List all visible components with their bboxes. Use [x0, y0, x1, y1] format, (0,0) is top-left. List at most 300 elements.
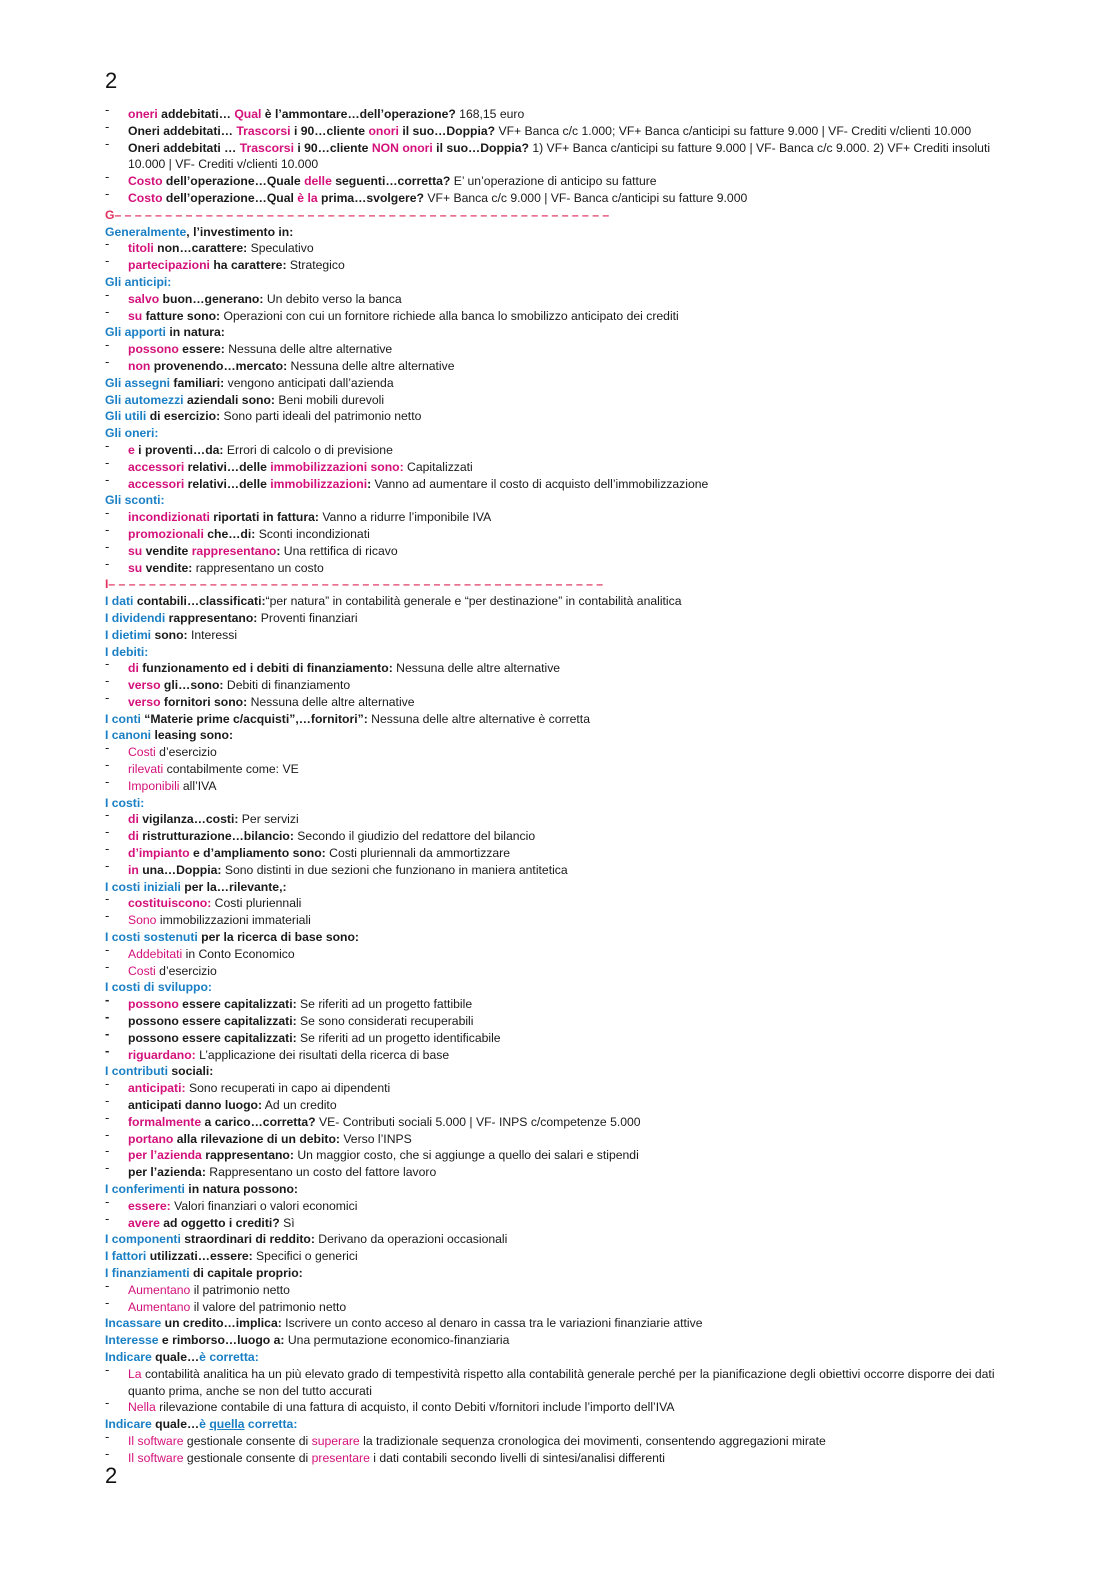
text-segment: Sono distinti in due sezioni che funzionano in maniera antitetica [221, 862, 568, 877]
text-segment: su [128, 560, 143, 575]
text-segment: I canoni [105, 728, 152, 743]
text-segment: i dati contabili secondo livelli di sintesi/analisi differenti [369, 1450, 666, 1465]
text-segment: La [128, 1366, 142, 1381]
text-segment: un credito…implica: [161, 1316, 282, 1331]
text-segment: titoli [128, 241, 154, 256]
list-item [105, 106, 995, 123]
text-segment: Capitalizzati [403, 459, 473, 474]
text-segment: Costi pluriennali [211, 896, 302, 911]
text-segment: I contributi [105, 1064, 168, 1079]
text-segment: Sono [128, 913, 157, 928]
text-segment: aziendali sono: [183, 392, 275, 407]
text-segment: il patrimonio netto [190, 1282, 290, 1297]
text-segment: Generalmente [105, 224, 187, 239]
text-segment: riportati in fattura: [209, 510, 319, 525]
text-segment: NON onori [371, 140, 433, 155]
list-item [105, 761, 995, 778]
text-segment: il suo…Doppia? [398, 123, 496, 138]
text-segment: Interessi [187, 627, 238, 642]
text-segment: non…carattere: [153, 241, 248, 256]
text-segment: ad oggetto i crediti? [159, 1215, 280, 1230]
list-item [105, 1147, 995, 1164]
text-segment: provenendo…mercato: [150, 358, 288, 373]
text-segment: su [128, 308, 143, 323]
text-segment: la tradizionale sequenza cronologica dei movimenti, consentendo aggregazioni mirate [359, 1433, 826, 1448]
text-segment: oneri [128, 107, 158, 121]
text-segment: Sono recuperati in capo ai dipendenti [185, 1081, 391, 1096]
text-segment: Costo [128, 174, 163, 189]
text-segment: Trascorsi [236, 123, 291, 138]
text-segment: superare [311, 1433, 360, 1448]
list-item [105, 1131, 995, 1148]
list-item [105, 1399, 995, 1416]
list-item [105, 476, 995, 493]
text-segment: contabilmente come: VE [163, 762, 299, 777]
text-segment: Sì [279, 1215, 295, 1230]
text-segment: essere: [178, 342, 225, 357]
text-segment: Speculativo [247, 241, 314, 256]
text-segment: Strategico [286, 258, 345, 273]
text-segment: in [128, 862, 139, 877]
text-segment: Costi [128, 745, 156, 760]
list-item [105, 190, 995, 207]
text-segment: non [128, 358, 151, 373]
text-segment: su [128, 543, 143, 558]
text-segment: “Materie prime c/acquisti”,…fornitori”: [140, 711, 368, 726]
text-segment: Vanno ad aumentare il costo di acquisto dell’immobilizzazione [371, 476, 709, 491]
text-segment: una…Doppia: [138, 862, 222, 877]
text-segment: Interesse [105, 1333, 159, 1348]
text-segment: Gli apporti [105, 325, 166, 340]
section-separator [105, 207, 995, 224]
separator-dashes: – – – – – – – – – – – – – – – – – – – – – – – – – – – – – – – – – – – – – – – – – – – – – – – – – [114, 207, 610, 222]
text-segment: Nessuna delle altre alternative [287, 358, 455, 373]
text-segment: Errori di calcolo o di previsione [223, 442, 393, 457]
text-segment: I conferimenti [105, 1182, 185, 1196]
text-segment: fornitori sono: [160, 694, 248, 709]
text-segment: leasing sono: [151, 728, 234, 743]
list-item [105, 526, 995, 543]
text-segment: per la…rilevante,: [180, 879, 287, 894]
topic-heading [105, 224, 995, 241]
text-segment: anticipati danno luogo: [128, 1098, 263, 1113]
topic-heading [105, 392, 995, 409]
text-segment: Gli oneri: [105, 426, 159, 441]
text-segment: e [128, 442, 135, 457]
text-segment: in natura: [165, 325, 225, 340]
text-segment: Oneri addebitati … [128, 140, 240, 155]
text-segment: I costi iniziali [105, 879, 181, 894]
text-segment: alla rilevazione di un debito: [173, 1131, 340, 1146]
page-number-bottom: 2 [105, 1463, 118, 1488]
text-segment: 168,15 euro [455, 107, 525, 121]
list-item [105, 308, 995, 325]
text-segment: Gli sconti: [105, 493, 165, 508]
text-segment: Oneri addebitati… [128, 123, 237, 138]
text-segment: rilevazione contabile di una fattura di acquisto, il conto Debiti v/fornitori include l’importo dell’IVA [155, 1400, 675, 1415]
text-segment: formalmente [128, 1114, 202, 1129]
text-segment: sono: [151, 627, 188, 642]
text-segment: Nessuna delle altre alternative [224, 342, 393, 357]
text-segment: VE- Contributi sociali 5.000 | VF- INPS c/competenze 5.000 [315, 1114, 641, 1129]
topic-heading [105, 593, 995, 610]
list-item [105, 543, 995, 560]
text-segment: Costo [128, 190, 163, 205]
text-segment: Iscrivere un conto acceso al denaro in cassa tra le variazioni finanziarie attive [281, 1316, 703, 1331]
topic-heading [105, 929, 995, 946]
list-item [105, 1366, 995, 1400]
text-segment: contabili…classificati: [133, 594, 266, 609]
text-segment: I costi di sviluppo: [105, 980, 212, 995]
list-item [105, 442, 995, 459]
text-segment: Gli automezzi [105, 392, 184, 407]
list-item [105, 257, 995, 274]
page-number-top: 2 [105, 68, 118, 93]
text-segment: dell’operazione…Quale [162, 174, 305, 189]
text-segment: rappresentano un costo [192, 560, 324, 575]
text-segment: rappresentano: [201, 1148, 294, 1163]
text-segment: vendite: [142, 560, 193, 575]
text-segment: Il software [128, 1450, 184, 1465]
text-segment: I costi sostenuti [105, 930, 198, 945]
text-segment: Se sono considerati recuperabili [296, 1014, 474, 1029]
text-segment: a carico…corretta? [201, 1114, 316, 1129]
text-segment: I debiti: [105, 644, 149, 659]
text-segment: d’esercizio [155, 963, 217, 978]
list-item [105, 459, 995, 476]
text-segment: Gli assegni [105, 375, 171, 390]
text-segment: accessori [128, 459, 185, 474]
text-segment: I componenti [105, 1232, 181, 1247]
text-segment: quella [209, 1417, 245, 1432]
list-item [105, 1282, 995, 1299]
text-segment: è la [297, 190, 318, 205]
text-segment: 1) VF+ Banca c/anticipi su fatture 9.000 | VF- Banca c/c 9.000. 2) VF+ Crediti insoluti 10.000 | VF- Crediti v/clienti 10.000 [128, 140, 991, 172]
text-segment: Una rettifica di ricavo [280, 543, 398, 558]
text-segment: i 90…cliente [290, 123, 369, 138]
text-segment: di capitale proprio: [189, 1265, 303, 1280]
text-segment: Per servizi [238, 812, 299, 827]
text-segment: in natura possono: [184, 1182, 298, 1196]
text-segment: I dati [105, 594, 134, 609]
text-segment: funzionamento ed i debiti di finanziamento: [138, 661, 393, 676]
text-segment: immobilizzazioni immateriali [156, 913, 311, 928]
list-item [105, 660, 995, 677]
text-segment: I dietimi [105, 627, 152, 642]
text-segment: relativi…delle [184, 459, 271, 474]
text-segment: I dividendi [105, 610, 166, 625]
text-segment: di esercizio: [146, 409, 221, 424]
text-segment: I conti [105, 711, 141, 726]
list-item [105, 140, 995, 174]
section-separator [105, 576, 995, 593]
text-segment: E’ un’operazione di anticipo su fatture [450, 174, 657, 189]
list-item [105, 1299, 995, 1316]
text-segment: Operazioni con cui un fornitore richiede alla banca lo smobilizzo anticipato dei crediti [220, 308, 679, 323]
text-segment: riguardano: [128, 1047, 196, 1062]
text-segment: Se riferiti ad un progetto fattibile [296, 997, 473, 1012]
text-segment: rilevati [128, 762, 164, 777]
list-item [105, 1097, 995, 1114]
list-item [105, 778, 995, 795]
text-segment: gestionale consente di [183, 1450, 312, 1465]
text-segment: accessori [128, 476, 185, 491]
list-item [105, 1030, 995, 1047]
text-segment: , l’investimento in: [186, 224, 294, 239]
text-segment: corretta: [244, 1417, 298, 1432]
list-item [105, 811, 995, 828]
text-segment: VF+ Banca c/c 1.000; VF+ Banca c/anticipi su fatture 9.000 | VF- Crediti v/clienti 10.000 [495, 123, 972, 138]
text-segment: incondizionati [128, 510, 210, 525]
text-segment: ha carattere: [209, 258, 287, 273]
text-segment: Indicare [105, 1417, 152, 1432]
text-segment: addebitati… [157, 107, 235, 121]
text-segment: rappresentano [191, 543, 277, 558]
text-segment: per l’azienda [128, 1148, 202, 1163]
text-segment: possono essere capitalizzati: [128, 1030, 297, 1045]
text-segment: essere capitalizzati: [178, 997, 297, 1012]
list-item [105, 509, 995, 526]
list-item [105, 1047, 995, 1064]
list-item [105, 845, 995, 862]
text-segment: Secondo il giudizio del redattore del bilancio [293, 829, 536, 844]
topic-heading [105, 1231, 995, 1248]
text-segment: Se riferiti ad un progetto identificabile [296, 1030, 501, 1045]
text-segment: vendite [142, 543, 192, 558]
text-segment: quale… [151, 1417, 200, 1432]
text-segment: Proventi finanziari [257, 610, 358, 625]
list-item [105, 1080, 995, 1097]
text-segment: è corretta: [199, 1349, 259, 1364]
topic-heading [105, 1265, 995, 1282]
text-segment: vengono anticipati dall’azienda [224, 375, 394, 390]
topic-heading [105, 425, 995, 442]
topic-heading [105, 1063, 995, 1080]
text-segment: seguenti…corretta? [331, 174, 451, 189]
list-item [105, 560, 995, 577]
text-segment: Gli utili [105, 409, 147, 424]
text-segment: Nessuna delle altre alternative [392, 661, 561, 676]
text-segment: ristrutturazione…bilancio: [138, 829, 294, 844]
text-segment: presentare [311, 1450, 370, 1465]
list-item [105, 1198, 995, 1215]
list-item [105, 173, 995, 190]
text-segment: Il software [128, 1433, 184, 1448]
text-segment: fatture sono: [142, 308, 221, 323]
text-segment: Una permutazione economico-finanziaria [284, 1333, 510, 1348]
text-segment: di [128, 812, 139, 827]
text-segment: I costi: [105, 795, 145, 810]
text-segment: quale… [151, 1349, 200, 1364]
text-segment: e rimborso…luogo a: [158, 1333, 285, 1348]
text-segment: all’IVA [179, 778, 217, 793]
text-segment: Qual [234, 107, 262, 121]
text-segment: per la ricerca di base sono: [197, 930, 359, 945]
list-item [105, 862, 995, 879]
text-segment: utilizzati…essere: [146, 1249, 253, 1264]
text-segment: rappresentano: [165, 610, 258, 625]
list-item [105, 895, 995, 912]
text-segment: Imponibili [128, 778, 180, 793]
section-letter: I [105, 577, 109, 592]
topic-heading [105, 979, 995, 996]
list-item [105, 341, 995, 358]
text-segment: familiari: [170, 375, 225, 390]
text-segment: è [199, 1417, 210, 1432]
text-segment: Nessuna delle altre alternative è corretta [367, 711, 590, 726]
text-segment: Specifici o generici [252, 1249, 358, 1264]
text-segment: il suo…Doppia? [432, 140, 529, 155]
text-segment: Verso l’INPS [339, 1131, 412, 1146]
text-segment: Costi pluriennali da ammortizzare [325, 846, 510, 861]
topic-heading [105, 492, 995, 509]
text-segment: il valore del patrimonio netto [190, 1299, 347, 1314]
text-segment: costituiscono: [128, 896, 212, 911]
text-segment: I fattori [105, 1249, 147, 1264]
topic-heading [105, 408, 995, 425]
text-segment: portano [128, 1131, 174, 1146]
text-segment: Incassare [105, 1316, 162, 1331]
list-item [105, 912, 995, 929]
text-segment: d’impianto [128, 846, 190, 861]
list-item [105, 291, 995, 308]
text-segment: possono [128, 342, 179, 357]
topic-heading [105, 795, 995, 812]
text-segment: “per natura” in contabilità generale e “per destinazione” in contabilità analitica [265, 594, 682, 609]
text-segment: gestionale consente di [183, 1433, 312, 1448]
text-segment: Nella [128, 1400, 156, 1415]
topic-heading [105, 274, 995, 291]
topic-heading [105, 711, 995, 728]
text-segment: Beni mobili durevoli [274, 392, 385, 407]
list-item [105, 963, 995, 980]
list-item [105, 1215, 995, 1232]
text-segment: i proventi…da: [134, 442, 224, 457]
text-segment: Trascorsi [239, 140, 294, 155]
text-segment: verso [128, 694, 161, 709]
text-segment: anticipati: [128, 1081, 186, 1096]
text-segment: possono essere capitalizzati: [128, 1014, 297, 1029]
text-segment: Sono parti ideali del patrimonio netto [220, 409, 422, 424]
text-segment: Costi [128, 963, 156, 978]
list-item [105, 358, 995, 375]
text-segment: per l’azienda: [128, 1165, 206, 1180]
text-segment: Un maggior costo, che si aggiunge a quello dei salari e stipendi [293, 1148, 639, 1163]
topic-heading [105, 375, 995, 392]
list-item [105, 123, 995, 140]
text-segment: e d’ampliamento sono: [189, 846, 326, 861]
text-segment: Un debito verso la banca [263, 291, 402, 306]
list-item [105, 1164, 995, 1181]
text-segment: possono [128, 997, 179, 1012]
text-segment: di [128, 661, 139, 676]
list-item [105, 996, 995, 1013]
topic-heading [105, 627, 995, 644]
topic-heading [105, 610, 995, 627]
text-segment: immobilizzazioni sono: [270, 459, 404, 474]
question-answer-list [105, 106, 995, 1467]
list-item [105, 1114, 995, 1131]
text-segment: Indicare [105, 1349, 152, 1364]
text-segment: Derivano da operazioni occasionali [314, 1232, 508, 1247]
text-segment: Nessuna delle altre alternative [247, 694, 415, 709]
text-segment: contabilità analitica ha un più elevato grado di tempestività rispetto alla contabilità generale perché per la pianificazione degli obiettivi occorre disporre dei dati quanto prima, anche se non del tutto accurati [128, 1366, 995, 1398]
text-segment: promozionali [128, 526, 204, 541]
list-item [105, 946, 995, 963]
text-segment: Addebitati [128, 946, 183, 961]
text-segment: Aumentano [128, 1282, 191, 1297]
text-segment: delle [304, 174, 332, 189]
text-segment: gli…sono: [160, 678, 224, 693]
text-segment: salvo [128, 291, 160, 306]
text-segment: : [276, 543, 281, 558]
text-segment: Valori finanziari o valori economici [170, 1198, 358, 1213]
topic-heading [105, 1416, 995, 1433]
text-segment: Sconti incondizionati [255, 526, 370, 541]
text-segment: vigilanza…costi: [138, 812, 239, 827]
list-item [105, 677, 995, 694]
text-segment: verso [128, 678, 161, 693]
text-segment: relativi…delle [184, 476, 271, 491]
topic-heading [105, 879, 995, 896]
text-segment: immobilizzazioni [270, 476, 368, 491]
text-segment: sociali: [167, 1064, 214, 1079]
text-segment: avere [128, 1215, 160, 1230]
text-segment: buon…generano: [159, 291, 264, 306]
text-segment: prima…svolgere? [317, 190, 424, 205]
topic-heading [105, 1332, 995, 1349]
topic-heading [105, 727, 995, 744]
separator-dashes: – – – – – – – – – – – – – – – – – – – – – – – – – – – – – – – – – – – – – – – – – – – – – – – – – [108, 577, 604, 592]
text-segment: : [367, 476, 372, 491]
text-segment: I finanziamenti [105, 1265, 190, 1280]
text-segment: essere: [128, 1198, 171, 1213]
text-segment: di [128, 829, 139, 844]
text-segment: i 90…cliente [293, 140, 372, 155]
section-letter: G [105, 207, 115, 222]
list-item [105, 240, 995, 257]
list-item [105, 1013, 995, 1030]
text-segment: in Conto Economico [182, 946, 295, 961]
text-segment: d’esercizio [155, 745, 217, 760]
text-segment: che…di: [203, 526, 256, 541]
text-segment: partecipazioni [128, 258, 210, 273]
text-segment: onori [368, 123, 399, 138]
list-item [105, 744, 995, 761]
topic-heading [105, 1349, 995, 1366]
topic-heading [105, 1248, 995, 1265]
list-item [105, 1450, 995, 1467]
list-item [105, 828, 995, 845]
topic-heading [105, 644, 995, 661]
text-segment: Ad un credito [262, 1098, 337, 1113]
text-segment: straordinari di reddito: [180, 1232, 315, 1247]
topic-heading [105, 1315, 995, 1332]
list-item [105, 694, 995, 711]
text-segment: Rappresentano un costo del fattore lavoro [205, 1165, 437, 1180]
text-segment: VF+ Banca c/c 9.000 | VF- Banca c/anticipi su fatture 9.000 [423, 190, 748, 205]
text-segment: è l’ammontare…dell’operazione? [261, 107, 456, 121]
text-segment: Gli anticipi: [105, 274, 172, 289]
topic-heading [105, 324, 995, 341]
list-item [105, 1433, 995, 1450]
topic-heading [105, 1181, 995, 1198]
text-segment: dell’operazione…Qual [162, 190, 298, 205]
text-segment: L’applicazione dei risultati della ricerca di base [195, 1047, 450, 1062]
text-segment: Aumentano [128, 1299, 191, 1314]
text-segment: Vanno a ridurre l’imponibile IVA [318, 510, 492, 525]
text-segment: Debiti di finanziamento [223, 678, 351, 693]
